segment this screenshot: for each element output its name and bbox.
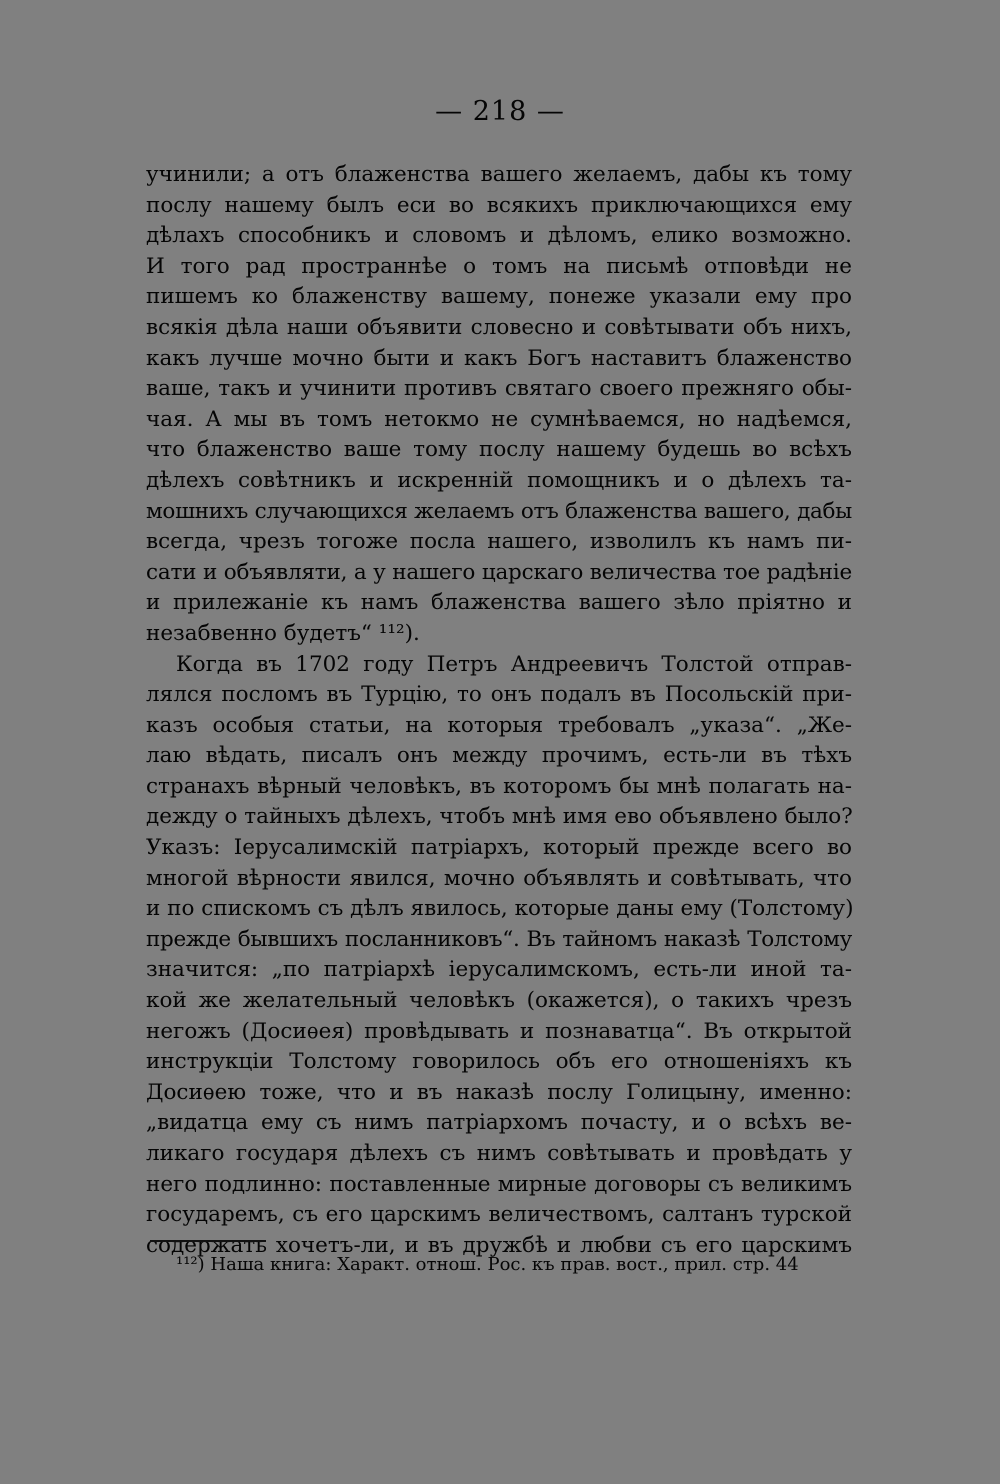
- text-line: что блаженство ваше тому послу нашему будешь во всѣхъ: [146, 437, 852, 463]
- text-line: И того рад пространнѣе о томъ на письмѣ отповѣди не: [146, 253, 852, 279]
- text-line: негожъ (Досиѳея) провѣдывать и познаватца“. Въ открытой: [146, 1018, 852, 1044]
- text-line: инструкціи Толстому говорилось объ его отношеніяхъ къ: [146, 1049, 852, 1075]
- text-line: содержать хочетъ-ли, и въ дружбѣ и любви съ его царскимъ: [146, 1232, 852, 1258]
- text-line: незабвенно будетъ“ ¹¹²).: [146, 620, 420, 646]
- text-line: прежде бывшихъ посланниковъ“. Въ тайномъ наказѣ Толстому: [146, 926, 852, 952]
- text-line: ваше, такъ и учинити противъ святаго своего прежняго обы-: [146, 376, 852, 402]
- text-line: Досиѳею тоже, что и въ наказѣ послу Голицыну, именно:: [146, 1079, 852, 1105]
- text-line: дѣлахъ способникъ и словомъ и дѣломъ, елико возможно.: [146, 223, 852, 249]
- body-text: [146, 160, 852, 1261]
- text-line: дежду о тайныхъ дѣлехъ, чтобъ мнѣ имя ево объявлено было?: [146, 804, 853, 830]
- footnote: ¹¹²) Наша книга: Характ. отнош. Рос. къ прав. вост., прил. стр. 44: [176, 1254, 799, 1275]
- text-line: „видатца ему съ нимъ патріархомъ почасту, и о всѣхъ ве-: [146, 1110, 852, 1136]
- text-line: сати и объявляти, а у нашего царскаго величества тое радѣніе: [146, 559, 852, 585]
- text-line: кой же желательный человѣкъ (окажется), о такихъ чрезъ: [146, 988, 852, 1014]
- text-line: чая. А мы въ томъ нетокмо не сумнѣваемся, но надѣемся,: [146, 406, 852, 432]
- text-line: многой вѣрности явился, мочно объявлять и совѣтывать, что: [146, 865, 852, 891]
- text-line: и по спискомъ съ дѣлъ явилось, которые даны ему (Толстому): [146, 896, 854, 922]
- text-line: лялся посломъ въ Турцію, то онъ подалъ въ Посольскій при-: [146, 682, 852, 708]
- text-line: пишемъ ко блаженству вашему, понеже указали ему про: [146, 284, 852, 310]
- page-number: — 218 —: [435, 96, 565, 127]
- text-line: Когда въ 1702 году Петръ Андреевичъ Толстой отправ-: [176, 651, 852, 677]
- text-line: него подлинно: поставленные мирные договоры съ великимъ: [146, 1171, 852, 1197]
- text-line: ликаго государя дѣлехъ съ нимъ совѣтывать и провѣдать у: [146, 1141, 852, 1166]
- text-line: всякія дѣла наши объявити словесно и совѣтывати объ нихъ,: [146, 314, 852, 340]
- text-line: дѣлехъ совѣтникъ и искренній помощникъ и о дѣлехъ та-: [146, 467, 852, 493]
- text-line: Указъ: Іерусалимскій патріархъ, который прежде всего во: [146, 835, 852, 861]
- text-line: какъ лучше мочно быти и какъ Богъ наставитъ блаженство: [146, 345, 852, 371]
- text-line: значится: „по патріархѣ іерусалимскомъ, есть-ли иной та-: [146, 957, 852, 983]
- text-line: всегда, чрезъ тогоже посла нашего, изволилъ къ намъ пи-: [146, 529, 852, 555]
- text-line: лаю вѣдать, писалъ онъ между прочимъ, есть-ли въ тѣхъ: [146, 743, 852, 769]
- text-line: странахъ вѣрный человѣкъ, въ которомъ бы мнѣ полагать на-: [146, 773, 852, 799]
- text-line: государемъ, съ его царскимъ величествомъ, салтанъ турской: [146, 1202, 852, 1228]
- text-line: мошнихъ случающихся желаемъ отъ блаженства вашего, дабы: [146, 498, 852, 524]
- text-line: послу нашему былъ еси во всякихъ приключающихся ему: [146, 192, 852, 218]
- text-line: казъ особыя статьи, на которыя требовалъ „указа“. „Же-: [146, 712, 852, 738]
- text-line: и прилежаніе къ намъ блаженства вашего зѣло пріятно и: [146, 590, 852, 616]
- text-line: учинили; а отъ блаженства вашего желаемъ, дабы къ тому: [146, 162, 852, 187]
- footnote-divider: [150, 1240, 266, 1242]
